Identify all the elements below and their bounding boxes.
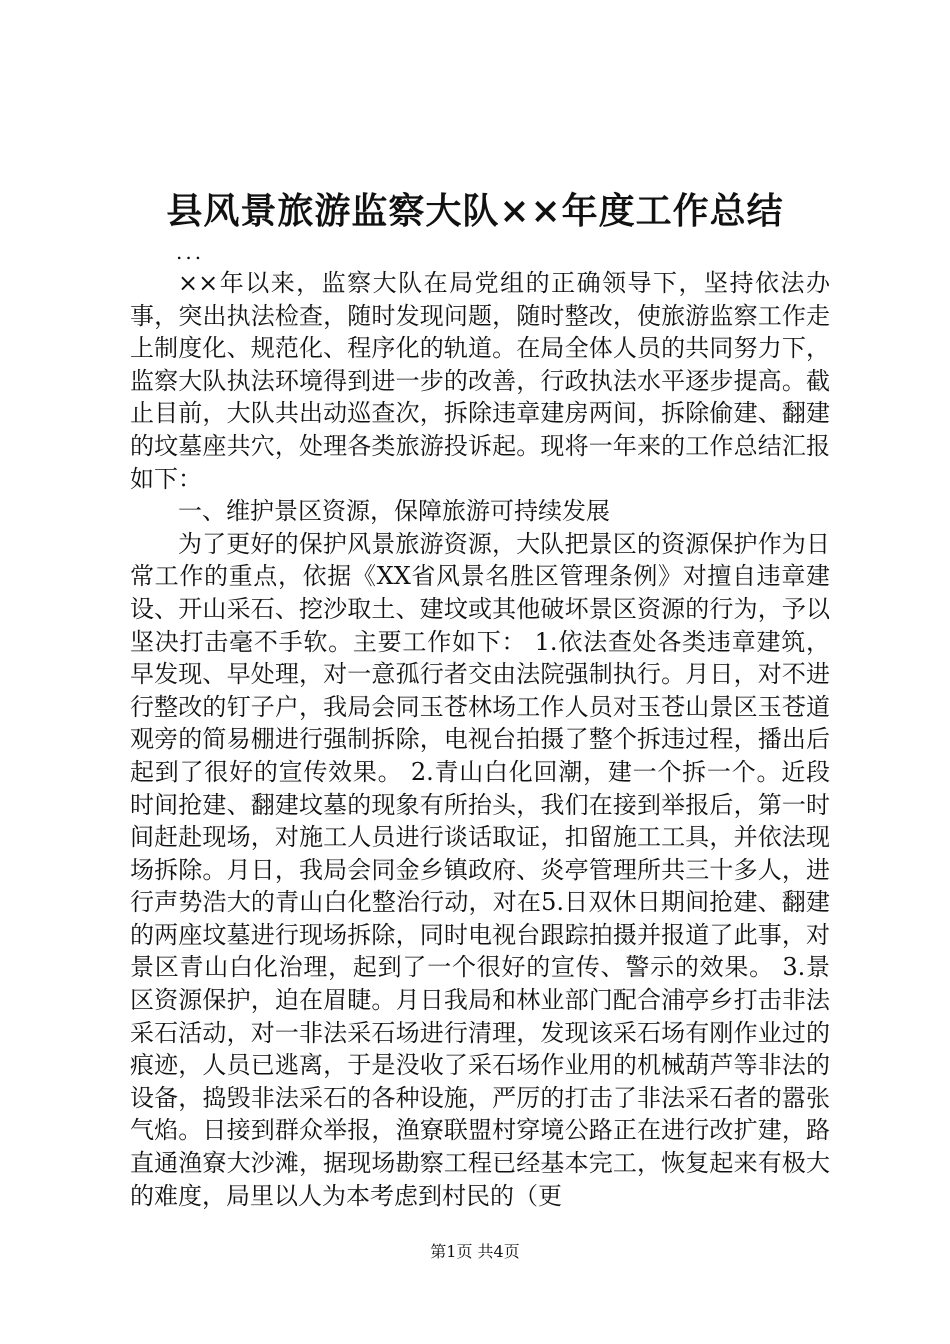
document-body bbox=[130, 267, 830, 1212]
paragraph-intro: ××年以来，监察大队在局党组的正确领导下，坚持依法办事，突出执法检查，随时发现问题，随时整改，使旅游监察工作走上制度化、规范化、程序化的轨道。在局全体人员的共同努力下，监察大队执法环境得到进一步的改善，行政执法水平逐步提高。截止目前，大队共出动巡查次，拆除违章建房两间，拆除偷建、翻建的坟墓座共穴，处理各类旅游投诉起。现将一年来的工作总结汇报如下： bbox=[130, 269, 830, 493]
section-heading-1: 一、维护景区资源，保障旅游可持续发展 bbox=[178, 497, 610, 526]
page-footer: 第1页 共4页 bbox=[430, 1242, 520, 1261]
document-title: 县风景旅游监察大队××年度工作总结 bbox=[166, 190, 784, 232]
paragraph-section-1: 为了更好的保护风景旅游资源，大队把景区的资源保护作为日常工作的重点，依据《XX省风景名胜区管理条例》对擅自违章建设、开山采石、挖沙取土、建坟或其他破坏景区资源的行为，予以坚决打击毫不手软。主要工作如下： 1.依法查处各类违章建筑，早发现、早处理，对一意孤行者交由法院强制执行。月日，对不进行整改的钉子户，我局会同玉苍林场工作人员对玉苍山景区玉苍道观旁的简易棚进行强制拆除，电视台拍摄了整个拆违过程，播出后起到了很好的宣传效果。 2.青山白化回潮，建一个拆一个。近段时间抢建、翻建坟墓的现象有所抬头，我们在接到举报后，第一时间赶赴现场，对施工人员进行谈话取证，扣留施工工具，并依法现场拆除。月日，我局会同金乡镇政府、炎亭管理所共三十多人，进行声势浩大的青山白化整治行动，对在5.日双休日期间抢建、翻建的两座坟墓进行现场拆除，同时电视台跟踪拍摄并报道了此事，对景区青山白化治理，起到了一个很好的宣传、警示的效果。 3.景区资源保护，迫在眉睫。月日我局和林业部门配合浦亭乡打击非法采石活动，对一非法采石场进行清理，发现该采石场有刚作业过的痕迹，人员已逃离，于是没收了采石场作业用的机械葫芦等非法的设备，捣毁非法采石的各种设施，严厉的打击了非法采石者的嚣张气焰。日接到群众举报，渔寮联盟村穿境公路正在进行改扩建，路直通渔寮大沙滩，据现场勘察工程已经基本完工，恢复起来有极大的难度，局里以人为本考虑到村民的（更 bbox=[130, 529, 830, 1210]
title-ellipsis: ... bbox=[176, 240, 205, 264]
